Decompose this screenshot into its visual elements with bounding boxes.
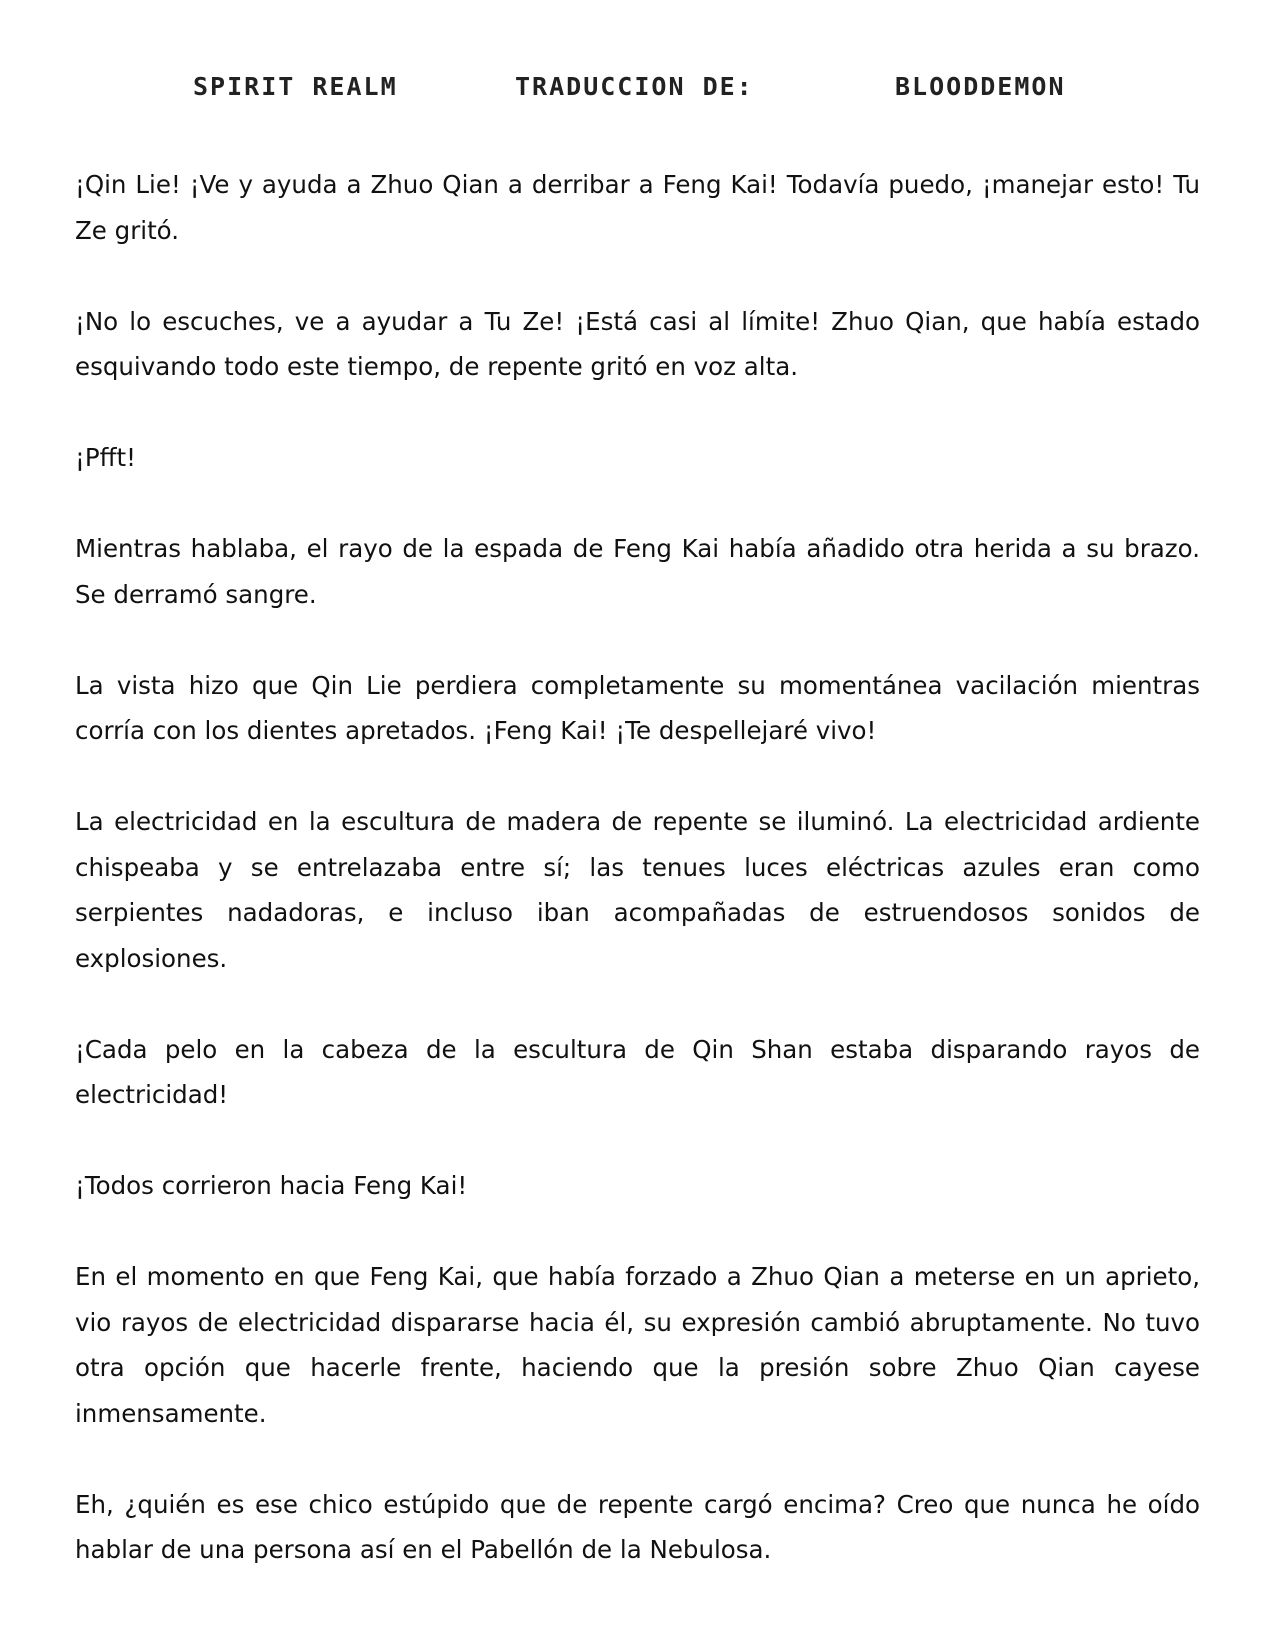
- header-series-title: SPIRIT REALM: [193, 72, 398, 101]
- paragraph: La electricidad en la escultura de madera de repente se iluminó. La electricidad ardiente chispeaba y se entrelazaba entre sí; las tenues luces eléctricas azules eran como serpientes nadadoras, e incluso iban acompañadas de estruendosos sonidos de explosiones.: [75, 807, 1200, 973]
- paragraph: Mientras hablaba, el rayo de la espada de Feng Kai había añadido otra herida a su brazo. Se derramó sangre.: [75, 534, 1200, 609]
- paragraph: ¡Qin Lie! ¡Ve y ayuda a Zhuo Qian a derribar a Feng Kai! Todavía puedo, ¡manejar esto! Tu Ze gritó.: [75, 170, 1200, 245]
- paragraph: En el momento en que Feng Kai, que había forzado a Zhuo Qian a meterse en un aprieto, vio rayos de electricidad dispararse hacia él, su expresión cambió abruptamente. No tuvo otra opción que hacerle frente, haciendo que la presión sobre Zhuo Qian cayese inmensamente.: [75, 1262, 1200, 1428]
- document-body: [75, 162, 1200, 1618]
- paragraph: ¡Todos corrieron hacia Feng Kai!: [75, 1171, 468, 1200]
- paragraph: La vista hizo que Qin Lie perdiera completamente su momentánea vacilación mientras corría con los dientes apretados. ¡Feng Kai! ¡Te despellejaré vivo!: [75, 670, 1200, 745]
- header-translation-label: TRADUCCION DE:: [515, 72, 754, 101]
- paragraph: ¡Pfft!: [75, 443, 136, 472]
- paragraph: Eh, ¿quién es ese chico estúpido que de repente cargó encima? Creo que nunca he oído hablar de una persona así en el Pabellón de la Nebulosa.: [75, 1489, 1200, 1564]
- page-header: [0, 72, 1275, 112]
- header-translator-name: BLOODDEMON: [895, 72, 1066, 101]
- paragraph: ¡Cada pelo en la cabeza de la escultura de Qin Shan estaba disparando rayos de electricidad!: [75, 1034, 1200, 1109]
- paragraph: ¡No lo escuches, ve a ayudar a Tu Ze! ¡Está casi al límite! Zhuo Qian, que había estado esquivando todo este tiempo, de repente gritó en voz alta.: [75, 306, 1200, 381]
